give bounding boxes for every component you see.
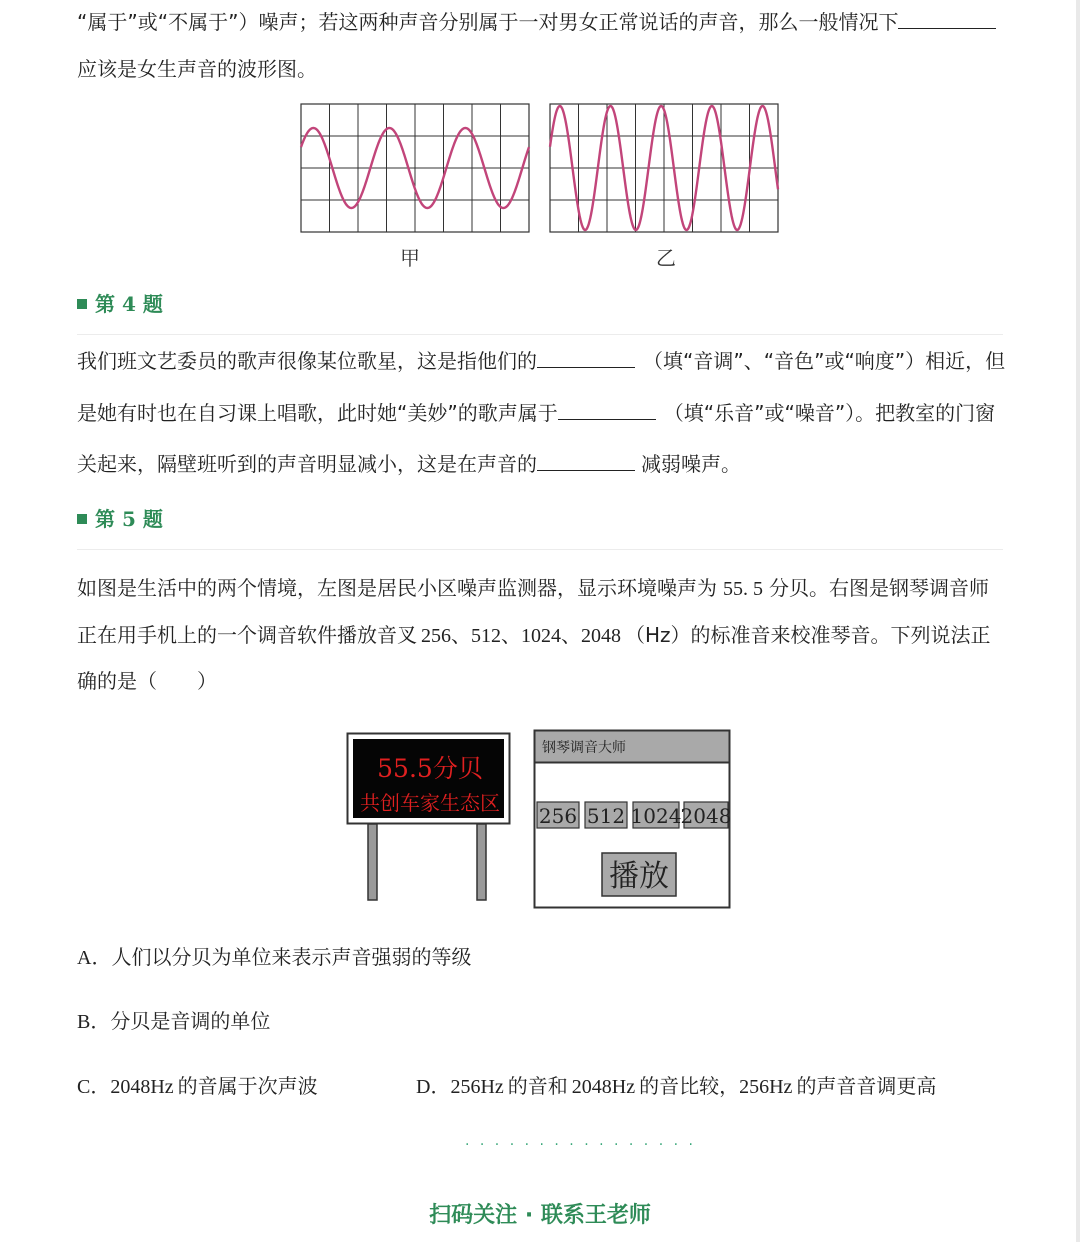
waveform-figure <box>298 100 784 270</box>
option-b-key: B． <box>77 1011 111 1033</box>
option-a-text: 人们以分贝为单位来表示声音强弱的等级 <box>111 945 472 969</box>
play-button-label: 播放 <box>609 859 669 894</box>
q4-heading-text: 第 4 题 <box>95 292 163 316</box>
q4-line2-a: 是她有时也在自习课上唱歌，此时她“美妙”的歌声属于 <box>77 401 558 425</box>
q4-line-3 <box>77 450 741 477</box>
q4-heading <box>77 288 163 317</box>
monitor-reading: 55.5分贝 <box>377 754 483 783</box>
q5-heading <box>77 503 163 532</box>
option-d-number-3: 256Hz <box>739 1076 793 1098</box>
q4-line1-b: （填“音调”、“音色”或“响度”）相近，但 <box>643 349 1006 373</box>
option-c-number: 2048Hz <box>110 1076 174 1098</box>
footer-dots: · · · · · · · · · · · · · · · · <box>465 1137 696 1153</box>
q5-line2-a: 正在用手机上的一个调音软件播放音叉 <box>77 623 417 647</box>
option-d-key: D． <box>416 1076 451 1098</box>
q4-line1-a: 我们班文艺委员的歌声很像某位歌星，这是指他们的 <box>77 349 537 373</box>
footer-contact[interactable]: 扫码关注 · 联系王老师 <box>429 1203 651 1228</box>
option-b-text: 分贝是音调的单位 <box>110 1009 271 1033</box>
q4-line3-b: 减弱噪声。 <box>641 452 741 476</box>
option-a-key: A． <box>77 947 112 969</box>
q5-heading-text: 第 5 题 <box>95 507 163 531</box>
q4-line2-b: （填“乐音”或“噪音”）。把教室的门窗 <box>663 401 996 425</box>
tuner-app-figure <box>533 729 733 911</box>
q4-line-2 <box>77 399 995 426</box>
option-c-key: C． <box>77 1076 111 1098</box>
option-d[interactable] <box>416 1073 936 1100</box>
option-c[interactable] <box>77 1073 318 1100</box>
noise-monitor-figure <box>346 732 514 904</box>
waveform-left-label: 甲 <box>400 246 420 270</box>
frequency-button-label: 256 <box>538 804 578 828</box>
monitor-slogan: 共创车家生态区 <box>360 791 500 815</box>
answer-blank[interactable] <box>537 450 635 471</box>
option-b[interactable] <box>77 1008 270 1035</box>
q5-line1-a: 如图是生活中的两个情境，左图是居民小区噪声监测器，显示环境噪声为 <box>77 576 717 600</box>
option-d-number-1: 256Hz <box>450 1076 504 1098</box>
frequency-button-label: 2048 <box>680 804 732 828</box>
q5-line1-b: 分贝。右图是钢琴调音师 <box>769 576 989 600</box>
q5-line-2 <box>77 622 991 649</box>
q5-line-3: 确的是（ ） <box>77 669 217 693</box>
option-d-number-2: 2048Hz <box>571 1076 636 1098</box>
square-bullet-icon <box>77 514 87 524</box>
q3-line1-text: “属于”或“不属于”）噪声；若这两种声音分别属于一对男女正常说话的声音，那么一般情况下 <box>77 10 899 34</box>
option-a[interactable] <box>77 944 471 971</box>
divider <box>77 549 1003 550</box>
q4-line3-a: 关起来，隔壁班听到的声音明显减小，这是在声音的 <box>77 452 537 476</box>
q5-line-1 <box>77 575 989 602</box>
option-c-text: 的音属于次声波 <box>177 1074 318 1098</box>
q5-line2-numbers: 256、512、1024、2048 <box>421 625 621 647</box>
option-d-text-2: 的音比较， <box>639 1074 740 1098</box>
answer-blank[interactable] <box>558 399 656 420</box>
app-frequency-buttons <box>537 802 731 828</box>
app-title: 钢琴调音大师 <box>542 740 626 756</box>
monitor-left-leg <box>368 824 377 900</box>
monitor-right-leg <box>477 824 486 900</box>
frequency-button-label: 512 <box>586 804 626 828</box>
square-bullet-icon <box>77 299 87 309</box>
waveform-right-label: 乙 <box>656 246 676 270</box>
q3-text-line-2: 应该是女生声音的波形图。 <box>77 57 317 81</box>
answer-blank[interactable] <box>537 347 635 368</box>
answer-blank[interactable] <box>898 8 996 29</box>
frequency-button-label: 1024 <box>630 804 682 828</box>
q5-line2-b: （Hz）的标准音来校准琴音。下列说法正 <box>625 623 991 647</box>
option-d-text-3: 的声音音调更高 <box>796 1074 937 1098</box>
option-d-text-1: 的音和 <box>507 1074 568 1098</box>
q4-line-1 <box>77 347 1005 374</box>
page-edge <box>1076 0 1080 1242</box>
divider <box>77 334 1003 335</box>
waveform-left-grid <box>301 104 529 232</box>
q5-line1-number: 55. 5 <box>723 578 763 600</box>
q3-text-line-1 <box>77 8 996 35</box>
